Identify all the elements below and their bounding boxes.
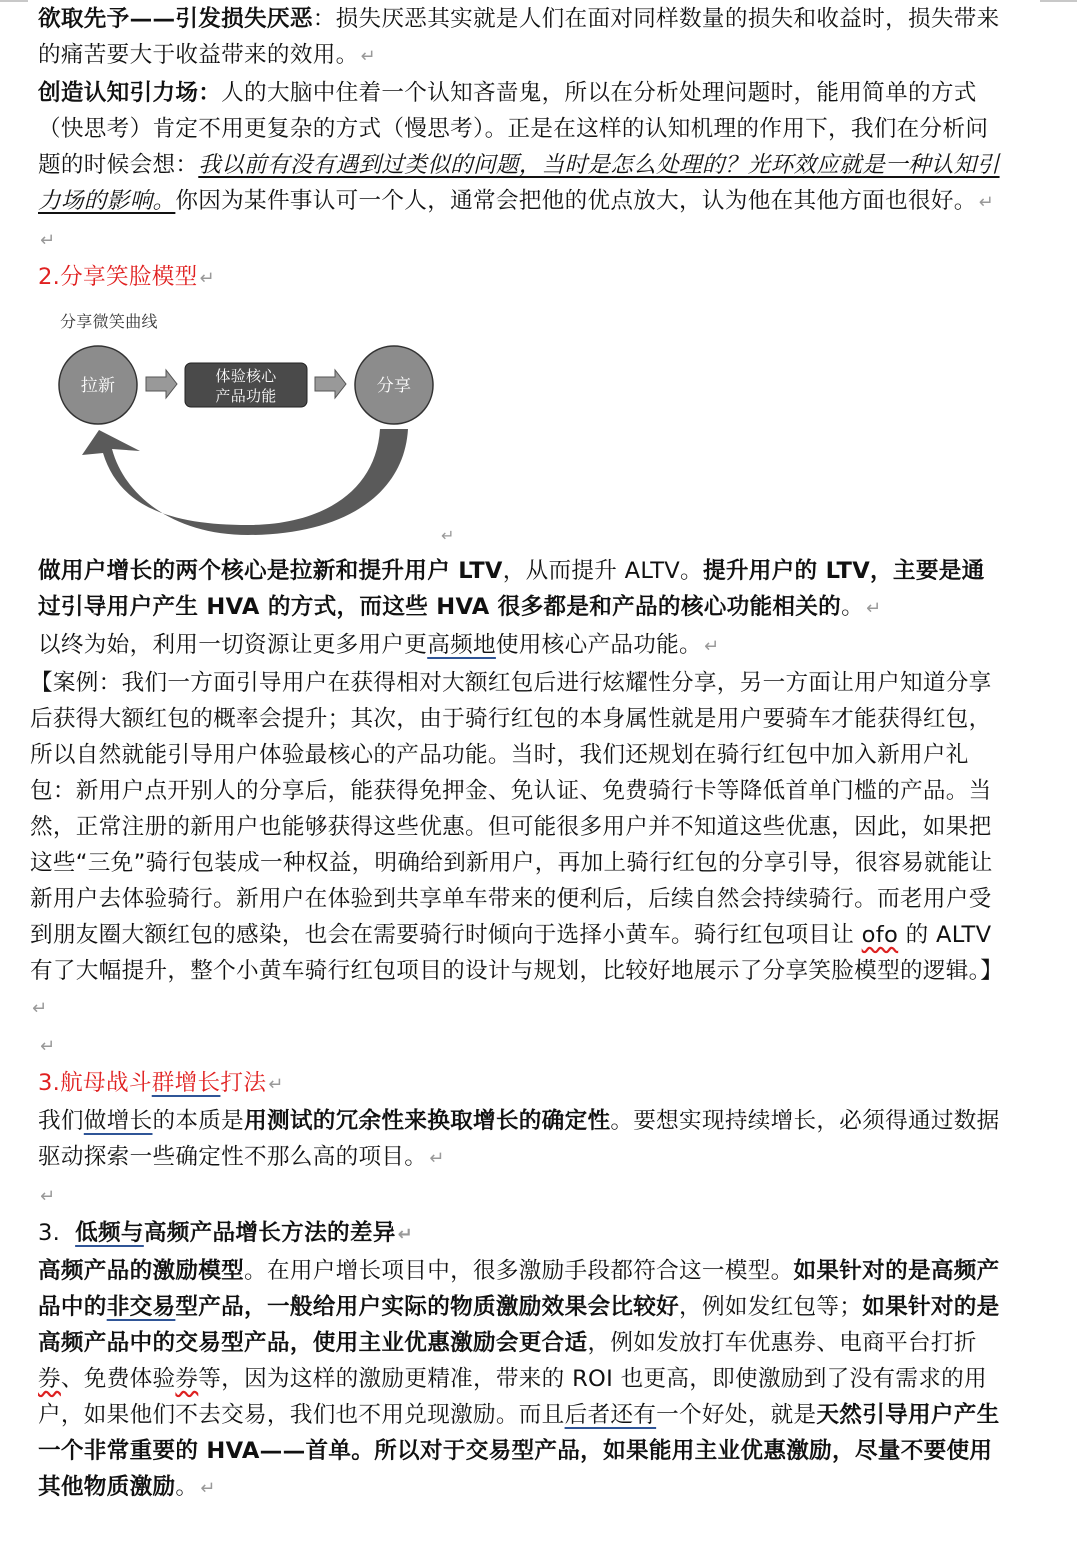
bold-text: 高频产品的激励模型 (38, 1258, 245, 1284)
bold-lead: 创造认知引力场： (38, 80, 222, 106)
bold-text: 用测试的冗余性来换取增长的确定性 (244, 1108, 611, 1134)
empty-paragraph (38, 221, 1000, 259)
text: 等，因为这样的激励更精准，带来的 ROI 也更高，即使激励到了没有需求的用户，如果他们不去交易，我们也不用兑现激励。而且 (38, 1366, 987, 1428)
bold-text: 型产品，一般给用户实际的物质激励效果会比较好 (175, 1294, 680, 1320)
underlined-bold-text: 非交易 (106, 1294, 176, 1320)
text: 以终为始，利用一切资源让更多用户更 (38, 632, 428, 658)
underlined-text: 高频地 (427, 632, 496, 658)
page-corner-mark-right (1040, 0, 1077, 2)
bold-text: 做用户增长的两个核心是拉新和提升用户 LTV (38, 558, 503, 584)
heading-text: 2.分享笑脸模型 (38, 264, 198, 290)
bold-text: 如果针对的是高频产品中的交易型产品，使用主业优惠激励会更合适 (38, 1294, 1000, 1356)
paragraph-mark: ↵ (703, 636, 720, 657)
share-smile-curve-figure (0, 297, 1000, 553)
empty-paragraph (38, 1177, 1000, 1215)
heading-text: 打法 (220, 1070, 267, 1096)
text: 。要想实现持续增长，必须得通过数据驱动探索一些确定性不那么高的项目。 (38, 1108, 1000, 1170)
paragraph-growth-core (38, 553, 1000, 627)
heading-carrier-group (38, 1065, 1000, 1103)
heading-number: 3. (38, 1220, 76, 1246)
node-core-feature-line1: 体验核心 (215, 367, 277, 385)
paragraph-mark: ↵ (40, 1036, 56, 1057)
arrow-right-icon (315, 370, 346, 398)
paragraph-growth-essence (38, 1103, 1000, 1177)
node-acquire-label: 拉新 (80, 376, 116, 396)
arrow-right-icon (146, 370, 177, 398)
paragraph-mark: ↵ (441, 526, 455, 545)
paragraph-case-study (30, 665, 1004, 1027)
page-corner-mark-left (0, 0, 28, 2)
text: 你因为某件事认可一个人，通常会把他的优点放大，认为他在其他方面也很好。 (175, 188, 977, 214)
bold-text: 如果针对的是高频产品中的 (38, 1258, 1000, 1320)
paragraph-loss-aversion (38, 1, 1000, 75)
text: 使用核心产品功能。 (495, 632, 702, 658)
node-share-label: 分享 (376, 376, 412, 396)
text: ，从而提升 ALTV。 (502, 558, 703, 584)
paragraph-begin-with-end (38, 627, 1000, 665)
paragraph-mark: ↵ (40, 230, 56, 251)
spellcheck-text: 券 (38, 1366, 61, 1392)
text: ，例如发放打车优惠券、电商平台打折 (587, 1330, 977, 1356)
underlined-text: 后者还有 (564, 1402, 657, 1428)
heading-text: 高频产品增长方法的差异 (143, 1220, 396, 1246)
bold-text: 提升用户的 LTV，主要是通过引导用户产生 HVA 的方式，而这些 HVA 很多都是和产品的核心功能相关的 (38, 558, 985, 620)
italic-underlined-text: 我以前有没有遇到过类似的问题，当时是怎么处理的？光环效应就是一种认知引力场的影响。 (38, 152, 1000, 214)
spellcheck-text: 券 (175, 1366, 199, 1392)
bold-lead: 欲取先予——引发损失厌恶 (38, 6, 313, 32)
document-body (30, 1, 1004, 1507)
paragraph-mark: ↵ (32, 998, 48, 1019)
paragraph-mark: ↵ (199, 268, 215, 289)
paragraph-mark: ↵ (40, 1186, 56, 1207)
paragraph-mark: ↵ (200, 1478, 216, 1499)
underlined-text: 群增长 (151, 1070, 221, 1096)
figure-title: 分享微笑曲线 (60, 312, 158, 331)
underlined-text: 低频与 (75, 1220, 144, 1246)
node-core-feature-line2: 产品功能 (215, 387, 277, 405)
spellcheck-text: ofo (861, 922, 899, 948)
text: 人的大脑中住着一个认知吝啬鬼，所以在分析处理问题时，能用简单的方式（快思考）肯定不用更复杂的方式（慢思考）。正是在这样的认知机理的作用下，我们在分析问题的时候会想： (38, 80, 989, 178)
text: ，例如发红包等； (679, 1294, 863, 1320)
text: 的 ALTV 有了大幅提升，整个小黄车骑行红包项目的设计与规划，比较好地展示了分享笑脸模型的逻辑。】 (30, 922, 1004, 984)
return-curve-arrow-icon (82, 429, 408, 535)
text: 的本质是 (152, 1108, 245, 1134)
heading-frequency-difference (38, 1215, 1000, 1253)
heading-text: 3.航母战斗 (38, 1070, 152, 1096)
paragraph-mark: ↵ (397, 1224, 414, 1245)
heading-share-smile-model (38, 259, 1000, 297)
paragraph-incentive-model (38, 1253, 1000, 1507)
paragraph-mark: ↵ (268, 1074, 284, 1095)
paragraph-cognitive-gravity (38, 75, 1000, 221)
paragraph-mark: ↵ (360, 46, 376, 67)
paragraph-mark: ↵ (865, 598, 882, 619)
text: ：损失厌恶其实就是人们在面对同样数量的损失和收益时，损失带来的痛苦要大于收益带来的效用。 (38, 6, 1000, 68)
text: 。 (175, 1474, 199, 1500)
empty-paragraph (38, 1027, 1000, 1065)
text: 。 (841, 594, 864, 620)
paragraph-mark: ↵ (978, 192, 995, 213)
text: 。在用户增长项目中，很多激励手段都符合这一模型。 (244, 1258, 794, 1284)
text: 【案例：我们一方面引导用户在获得相对大额红包后进行炫耀性分享，另一方面让用户知道分享后获得大额红包的概率会提升；其次，由于骑行红包的本身属性就是用户要骑车才能获得红包，所以自然就能引导用户体验最核心的产品功能。当时，我们还规划在骑行红包中加入新用户礼包：新用户点开别人的分享后，能获得免押金、免认证、免费骑行卡等降低首单门槛的产品。当然，正常注册的新用户也能够获得这些优惠。但可能很多用户并不知道这些优惠，因此，如果把这些“三免”骑行包装成一种权益，明确给到新用户，再加上骑行红包的分享引导，很容易就能让新用户去体验骑行。新用户在体验到共享单车带来的便利后，后续自然会持续骑行。而老用户受到朋友圈大额红包的感染，也会在需要骑行时倾向于选择小黄车。骑行红包项目让 (30, 670, 993, 948)
paragraph-mark: ↵ (429, 1148, 445, 1169)
text: 一个好处，就是 (656, 1402, 817, 1428)
bold-text: 天然引导用户产生一个非常重要的 HVA——首单。所以对于交易型产品，如果能用主业优惠激励，尽量不要使用其他物质激励 (38, 1402, 1000, 1500)
text: 我们 (38, 1108, 84, 1134)
underlined-text: 做增长 (83, 1108, 153, 1134)
text: 、免费体验 (60, 1366, 176, 1392)
